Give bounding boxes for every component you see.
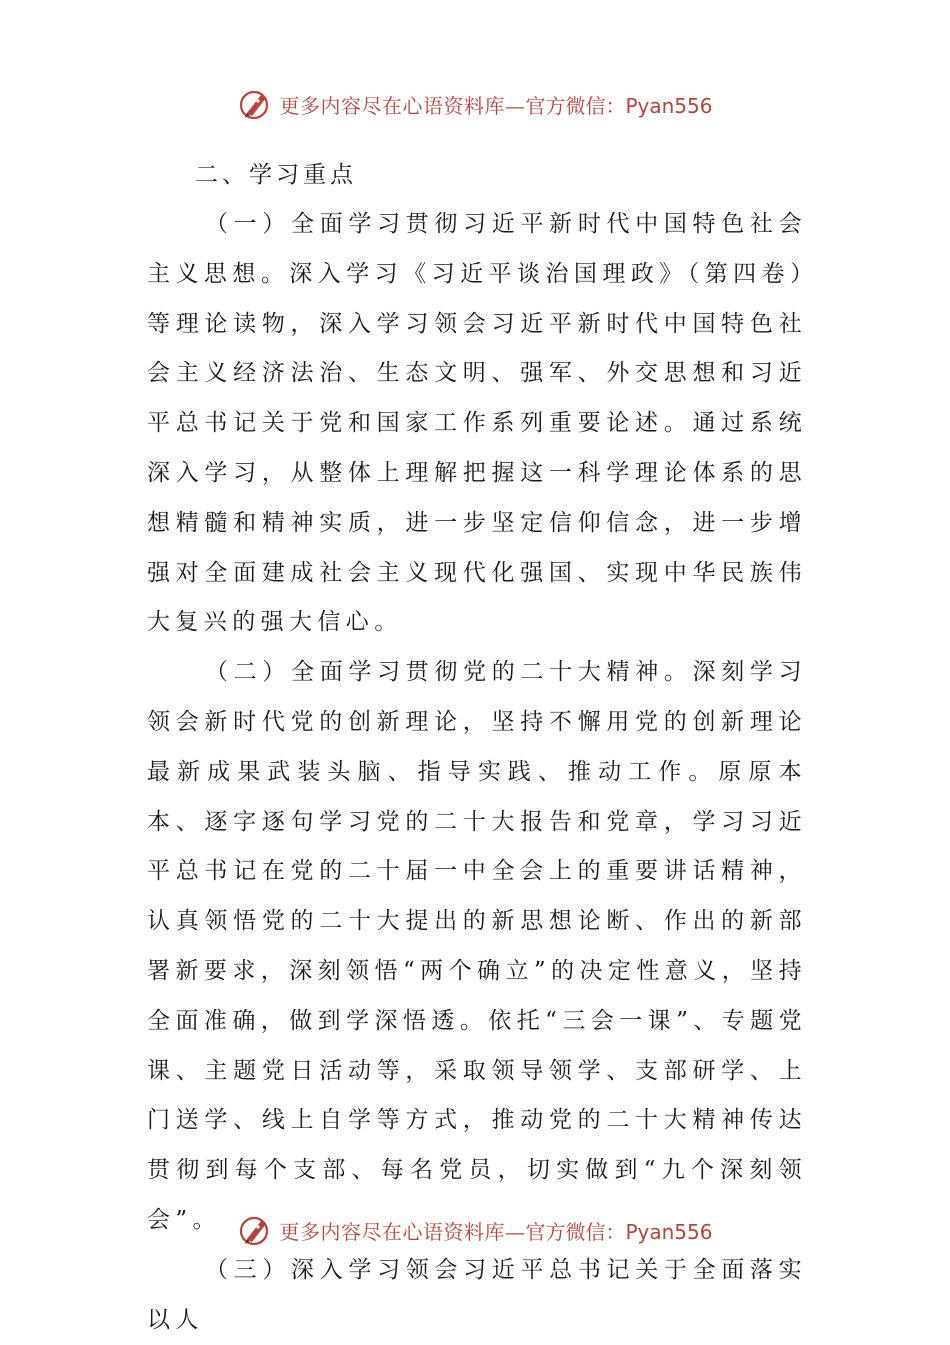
pen-nib-circle-icon [237,86,273,122]
paragraph-3: （三）深入学习领会习近平总书记关于全面落实以人 [147,1256,807,1333]
pen-nib-circle-icon [237,1212,273,1248]
watermark-brand-text: 更多内容尽在心语资料库— [279,93,526,118]
footer-watermark-banner [0,1210,950,1250]
watermark-wechat-text: 官方微信：Pyan556 [525,93,713,118]
watermark-brand-text: 更多内容尽在心语资料库— [279,1219,526,1244]
watermark-wechat-text: 官方微信：Pyan556 [525,1219,713,1244]
paragraph-2: （二）全面学习贯彻党的二十大精神。深刻学习领会新时代党的创新理论，坚持不懈用党的创新理论最新成果武装头脑、指导实践、推动工作。原原本本、逐字逐句学习党的二十大报告和党章，学习习近平总书记在党的二十届一中全会上的重要讲话精神，认真领悟党的二十大提出的新思想论断、作出的新部署新要求，深刻领悟“两个确立”的决定性意义，坚持全面准确，做到学深悟透。依托“三会一课”、专题党课、主题党日活动等，采取领导领学、支部研学、上门送学、线上自学等方式，推动党的二十大精神传达贯彻到每个支部、每名党员，切实做到“九个深刻领会”。 [147,659,807,1233]
document-body [147,150,807,1345]
header-watermark-banner [0,84,950,124]
section-heading: 二、学习重点 [195,162,357,188]
paragraph-1: （一）全面学习贯彻习近平新时代中国特色社会主义思想。深入学习《习近平谈治国理政》（第四卷）等理论读物，深入学习领会习近平新时代中国特色社会主义经济法治、生态文明、强军、外交思想和习近平总书记关于党和国家工作系列重要论述。通过系统深入学习，从整体上理解把握这一科学理论体系的思想精髓和精神实质，进一步坚定信仰信念，进一步增强对全面建成社会主义现代化强国、实现中华民族伟大复兴的强大信心。 [147,211,807,636]
